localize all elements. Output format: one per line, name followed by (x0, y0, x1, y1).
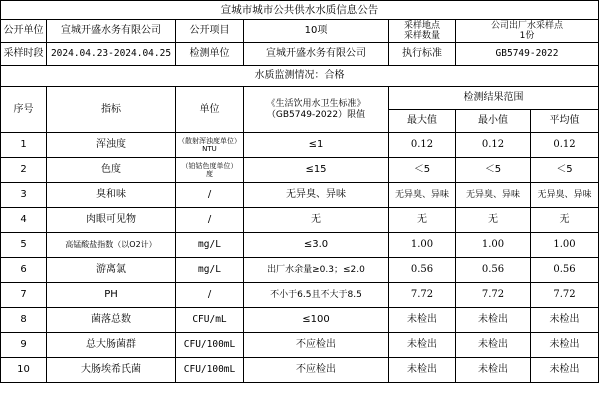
info-row-1 (1, 20, 599, 43)
sampling-time-value: 2024.04.23-2024.04.25 (47, 43, 176, 66)
table-row (1, 208, 599, 233)
row-unit: CFU/100mL (176, 333, 244, 358)
row-no: 4 (1, 208, 47, 233)
row-limit: 出厂水余量≥0.3；≤2.0 (244, 258, 389, 283)
row-no: 6 (1, 258, 47, 283)
header-max: 最大值 (389, 110, 456, 133)
row-no: 1 (1, 133, 47, 158)
table-row (1, 308, 599, 333)
table-row (1, 333, 599, 358)
row-min: 无 (456, 208, 531, 233)
row-no: 10 (1, 358, 47, 383)
row-unit: / (176, 183, 244, 208)
row-indicator: 肉眼可见物 (47, 208, 176, 233)
header-no: 序号 (1, 87, 47, 133)
row-indicator: 菌落总数 (47, 308, 176, 333)
row-unit-line1: （铂钴色度单位） (181, 161, 238, 170)
header-indicator: 指标 (47, 87, 176, 133)
row-min: ＜5 (456, 158, 531, 183)
row-max: 7.72 (389, 283, 456, 308)
row-indicator: 高锰酸盐指数（以O2计） (47, 233, 176, 258)
row-max: 无异臭、异味 (389, 183, 456, 208)
row-unit-line2: NTU (202, 145, 217, 153)
row-min: 未检出 (456, 308, 531, 333)
row-avg: 无异臭、异味 (531, 183, 599, 208)
title-row (1, 1, 599, 20)
table-row (1, 258, 599, 283)
row-indicator: 总大肠菌群 (47, 333, 176, 358)
header-limit-line1: 《生活饮用水卫生标准》 (266, 99, 366, 110)
row-indicator: 色度 (47, 158, 176, 183)
sampling-site-value (456, 20, 599, 43)
row-max: 无 (389, 208, 456, 233)
table-row (1, 358, 599, 383)
header-row-1 (1, 87, 599, 110)
table-row (1, 158, 599, 183)
row-unit: CFU/100mL (176, 358, 244, 383)
row-max: ＜5 (389, 158, 456, 183)
row-avg: 0.12 (531, 133, 599, 158)
row-no: 5 (1, 233, 47, 258)
sampling-site-value-line2: 1份 (519, 31, 535, 41)
testing-org-value: 宣城开盛水务有限公司 (244, 43, 389, 66)
info-row-2 (1, 43, 599, 66)
items-value: 10项 (244, 20, 389, 43)
row-avg: 7.72 (531, 283, 599, 308)
sampling-site-label-line1: 采样地点 (403, 20, 440, 31)
row-unit: CFU/mL (176, 308, 244, 333)
header-result-range: 检测结果范围 (389, 87, 599, 110)
sampling-site-label-line2: 采样数量 (403, 31, 440, 41)
row-avg: 0.56 (531, 258, 599, 283)
sampling-site-value-line1: 公司出厂水采样点 (490, 20, 563, 31)
row-unit: mg/L (176, 233, 244, 258)
row-limit: 不应检出 (244, 333, 389, 358)
table-row (1, 133, 599, 158)
header-unit: 单位 (176, 87, 244, 133)
row-avg: 未检出 (531, 308, 599, 333)
testing-org-label: 检测单位 (176, 43, 244, 66)
row-max: 未检出 (389, 308, 456, 333)
row-indicator: 浑浊度 (47, 133, 176, 158)
row-unit (176, 133, 244, 158)
row-limit: 无异臭、异味 (244, 183, 389, 208)
row-unit (176, 158, 244, 183)
row-no: 2 (1, 158, 47, 183)
row-min: 0.12 (456, 133, 531, 158)
items-label: 公开项目 (176, 20, 244, 43)
row-min: 未检出 (456, 333, 531, 358)
header-limit (244, 87, 389, 133)
row-limit: ≤15 (244, 158, 389, 183)
row-min: 未检出 (456, 358, 531, 383)
row-max: 未检出 (389, 358, 456, 383)
row-min: 无异臭、异味 (456, 183, 531, 208)
standard-label: 执行标准 (389, 43, 456, 66)
table-row (1, 283, 599, 308)
row-indicator: 游离氯 (47, 258, 176, 283)
row-unit: / (176, 208, 244, 233)
row-limit: ≤1 (244, 133, 389, 158)
row-no: 8 (1, 308, 47, 333)
sampling-site-label (389, 20, 456, 43)
header-min: 最小值 (456, 110, 531, 133)
row-indicator: 大肠埃希氏菌 (47, 358, 176, 383)
publisher-label: 公开单位 (1, 20, 47, 43)
row-limit: ≤3.0 (244, 233, 389, 258)
row-no: 7 (1, 283, 47, 308)
row-unit-line1: （散射浑浊度单位） (178, 136, 241, 145)
row-min: 0.56 (456, 258, 531, 283)
page-title: 宣城市城市公共供水水质信息公告 (1, 1, 599, 20)
standard-value: GB5749-2022 (456, 43, 599, 66)
row-unit: mg/L (176, 258, 244, 283)
table-row (1, 233, 599, 258)
condition-row (1, 66, 599, 87)
row-avg: 1.00 (531, 233, 599, 258)
row-min: 7.72 (456, 283, 531, 308)
row-limit: 不应检出 (244, 358, 389, 383)
table-row (1, 183, 599, 208)
row-unit: / (176, 283, 244, 308)
row-limit: 无 (244, 208, 389, 233)
row-avg: 无 (531, 208, 599, 233)
row-avg: ＜5 (531, 158, 599, 183)
row-avg: 未检出 (531, 333, 599, 358)
row-limit: ≤100 (244, 308, 389, 333)
row-max: 0.56 (389, 258, 456, 283)
row-max: 未检出 (389, 333, 456, 358)
row-max: 0.12 (389, 133, 456, 158)
row-no: 3 (1, 183, 47, 208)
row-limit: 不小于6.5且不大于8.5 (244, 283, 389, 308)
row-no: 9 (1, 333, 47, 358)
publisher-value: 宣城开盛水务有限公司 (47, 20, 176, 43)
row-avg: 未检出 (531, 358, 599, 383)
sampling-time-label: 采样时段 (1, 43, 47, 66)
header-limit-line2: （GB5749-2022）限值 (266, 109, 366, 120)
row-unit-line2: 度 (206, 170, 213, 178)
monitoring-condition: 水质监测情况：合格 (1, 66, 599, 87)
header-avg: 平均值 (531, 110, 599, 133)
row-indicator: PH (47, 283, 176, 308)
row-indicator: 臭和味 (47, 183, 176, 208)
row-max: 1.00 (389, 233, 456, 258)
row-min: 1.00 (456, 233, 531, 258)
